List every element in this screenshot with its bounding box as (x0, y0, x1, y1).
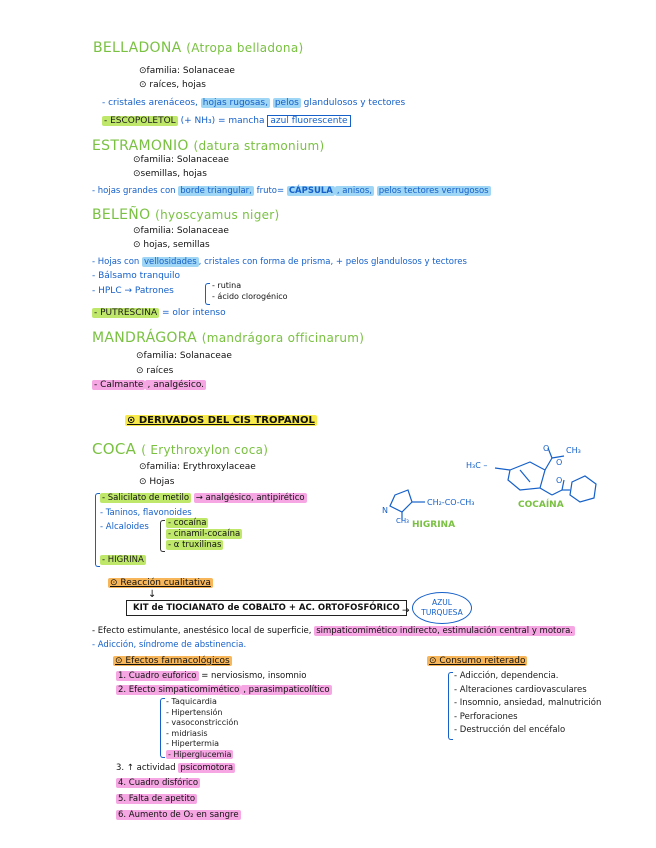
consumo-item: - Alteraciones cardiovasculares (454, 684, 587, 695)
consumo-item: - Perforaciones (454, 711, 518, 722)
coca-line-1: - Salicilato de metilo → analgésico, antipirético (102, 493, 305, 503)
consumo-item: - Destrucción del encéfalo (454, 725, 566, 735)
higrina-ring-icon (390, 490, 412, 512)
cocaina-o3: O (556, 476, 563, 485)
belladona-familia: ⊙familia: Solanaceae (139, 66, 235, 76)
mandragora-line-1: - Calmante , analgésico. (94, 380, 205, 390)
beleno-line-2: - Bálsamo tranquilo (92, 271, 181, 281)
cocaina-label: COCAÍNA (518, 500, 564, 510)
coca-familia: ⊙familia: Erythroxylaceae (139, 462, 256, 472)
mandragora-title: MANDRÁGORA (mandrágora officinarum) (92, 330, 365, 346)
higrina-nch3: CH₃ (396, 517, 409, 525)
beleno-patron-1: - rutina (212, 281, 242, 290)
cocaina-o2: O (556, 458, 563, 467)
estramonio-title: ESTRAMONIO (datura stramonium) (92, 138, 325, 154)
efectos-line-2: - Adicción, síndrome de abstinencia. (92, 640, 247, 650)
consumo-list (454, 670, 601, 738)
beleno-line-1: - Hojas con vellosidades , cristales con forma de prisma, + pelos glandulosos y tectores (92, 257, 467, 267)
coca-line-2: - Taninos, flavonoides (100, 508, 192, 518)
alcaloides-bracket (160, 520, 165, 552)
farmaco-sub-item: - Hipertensión (166, 707, 223, 717)
belladona-line-2: - ESCOPOLETOL (+ NH₃) = mancha azul fluorescente (102, 116, 351, 126)
beleno-patron-2: - ácido clorogénico (212, 292, 288, 301)
cocaina-o1: O (543, 444, 550, 453)
reaccion-arrow-icon: ↓ (148, 589, 157, 600)
belladona-line-1: - cristales arenáceos, hojas rugosas, pelos glandulosos y tectores (102, 98, 406, 108)
belladona-partes: ⊙ raíces, hojas (139, 80, 206, 90)
estramonio-partes: ⊙semillas, hojas (133, 169, 207, 179)
farmaco-sub-item: - Hipertermia (166, 739, 220, 748)
estramonio-familia: ⊙familia: Solanaceae (133, 155, 229, 165)
farmaco-title: ⊙ Efectos farmacológicos (115, 656, 230, 666)
belladona-title: BELLADONA (Atropa belladona) (93, 40, 304, 56)
farmaco-sub-item: - Hiperglucemia (168, 749, 232, 759)
farmaco-item-2: 2. Efecto simpaticomimético , parasimpaticolítico (118, 685, 330, 695)
beleno-bracket (205, 283, 210, 305)
consumo-bracket (448, 672, 453, 740)
farmaco-sub-item: - midriasis (166, 728, 208, 738)
derivados-title: ⊙ DERIVADOS DEL CIS TROPANOL (127, 415, 315, 426)
higrina-label: HIGRINA (412, 520, 456, 530)
beleno-partes: ⊙ hojas, semillas (133, 240, 210, 250)
farmaco-bracket (160, 698, 165, 758)
beleno-title: BELEÑO (hyoscyamus niger) (92, 207, 280, 223)
alcaloides-list: - cocaína - cinamil-cocaína - α truxilinas (168, 518, 241, 550)
cocaina-h3c: H₃C – (466, 461, 488, 470)
farmaco-item-1: 1. Cuadro euforico = nerviosismo, insomnio (118, 671, 307, 681)
farmaco-item-4: 4. Cuadro disfórico (118, 778, 199, 788)
farmaco-item-5: 5. Falta de apetito (118, 794, 196, 804)
reaccion-title: ⊙ Reacción cualitativa (110, 578, 211, 588)
coca-title: COCA ( Erythroxylon coca) (92, 440, 269, 458)
consumo-item: - Adicción, dependencia. (454, 671, 559, 681)
farmaco-sub-item: - Taquicardia (166, 697, 217, 706)
consumo-item: - Insomnio, ansiedad, malnutrición (454, 698, 602, 708)
benzene-ring-icon (570, 476, 596, 502)
farmaco-item-6: 6. Aumento de O₂ en sangre (118, 810, 239, 820)
azul-turquesa-oval: AZUL TURQUESA (412, 592, 472, 624)
higrina-n: N (382, 506, 388, 515)
coca-partes: ⊙ Hojas (139, 477, 175, 487)
higrina-substituent: CH₂-CO-CH₃ (427, 498, 475, 507)
farmaco-sub-item: - vasoconstricción (166, 718, 239, 727)
coca-line-4: - HIGRINA (102, 555, 144, 565)
cocaina-ch3: CH₃ (566, 446, 581, 455)
coca-line-3: - Alcaloides (100, 522, 149, 532)
efectos-line-1: - Efecto estimulante, anestésico local de superficie, simpaticomimético indirecto, estimulación central y motora. (92, 626, 573, 636)
beleno-familia: ⊙familia: Solanaceae (133, 226, 229, 236)
mandragora-familia: ⊙familia: Solanaceae (136, 351, 232, 361)
estramonio-line-1: - hojas grandes con borde triangular, fruto= CÁPSULA , anisos, pelos tectores verrugosos (92, 186, 489, 196)
beleno-line-4: - PUTRESCINA = olor intenso (94, 308, 226, 318)
farmaco-sublist (166, 697, 238, 760)
beleno-line-3: - HPLC → Patrones (92, 286, 174, 296)
farmaco-item-3: 3. ↑ actividad psicomotora (116, 763, 234, 773)
reaccion-box: KIT de TIOCIANATO de COBALTO + AC. ORTOFOSFÓRICO (126, 600, 407, 616)
reaccion-arrow-right-icon: → (402, 606, 410, 616)
mandragora-partes: ⊙ raíces (136, 366, 174, 376)
consumo-title: ⊙ Consumo reiterado (429, 656, 526, 666)
cocaina-ring-icon (508, 462, 545, 490)
